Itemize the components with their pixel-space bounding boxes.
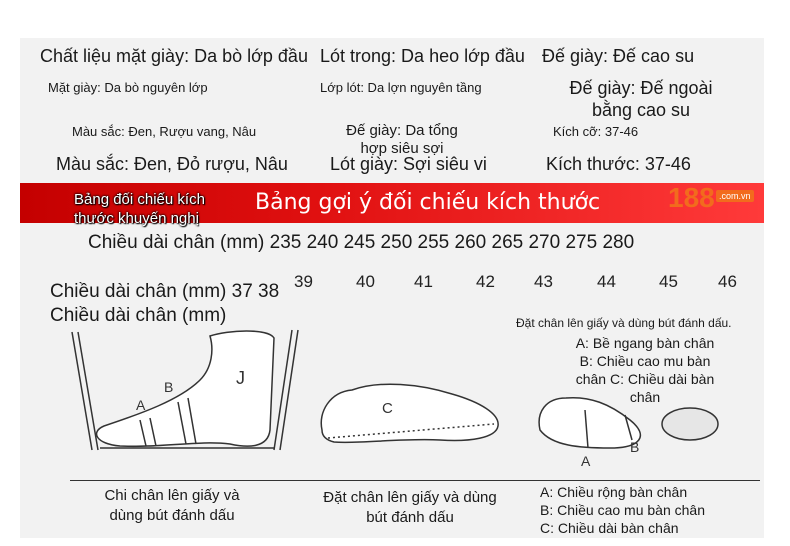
spec-lining: Lót trong: Da heo lớp đầu [320,46,525,66]
size-44: 44 [597,272,616,291]
spec-colors-alt: Màu sắc: Đen, Rượu vang, Nâu [72,124,257,139]
brand-logo [668,184,778,214]
logo-domain: .com.vn [716,190,754,202]
measurement-legend-block: A: Bề ngang bàn chân B: Chiều cao mu bàn chân C: Chiều dài bàn chân [575,335,715,405]
banner-overlay-caption: Bảng đối chiếu kích thước khuyến nghị [74,191,205,227]
spec-lining-fiber: Lót giày: Sợi siêu vi [330,154,487,174]
logo-number: 188 [668,182,715,213]
spec-sole: Đế giày: Đế cao su [542,46,695,66]
banner-title: Bảng gợi ý đối chiếu kích thước [255,190,601,215]
foot-length-row: Chiều dài chân (mm) 235 240 245 250 255 260 265 270 275 280 [88,232,635,253]
spec-sole-alt: Đế giày: Đế ngoài bằng cao su [569,78,713,120]
size-42: 42 [476,272,495,291]
label-c-top: C [382,400,393,417]
size-43: 43 [534,272,553,291]
label-a-measure: A [581,453,591,469]
spec-size-alt: Kích cỡ: 37-46 [553,124,639,139]
caption-left: Chi chân lên giấy và dùng bút đánh dấu [104,487,240,524]
measure-foot-diagram [539,398,718,448]
size-39: 39 [294,272,313,291]
spec-sole-material: Đế giày: Da tổng hợp siêu sợi [346,122,458,157]
caption-middle: Đặt chân lên giấy và dùng bút đánh dấu [323,489,497,526]
size-41: 41 [414,272,433,291]
label-b-measure: B [630,439,640,455]
foot-measurement-illustration [0,300,790,470]
spec-lining-alt: Lớp lót: Da lợn nguyên tầng [320,80,482,95]
divider-line [70,480,760,481]
size-40: 40 [356,272,375,291]
spec-upper-alt: Mặt giày: Da bò nguyên lớp [48,80,208,95]
legend-c: C: Chiều dài bàn chân [540,520,679,536]
label-j-side: J [236,368,245,388]
spec-upper-material: Chất liệu mặt giày: Da bò lớp đầu [40,46,308,66]
label-b-side: B [164,379,174,395]
instruction-top: Đặt chân lên giấy và dùng bút đánh dấu. [516,316,732,330]
side-foot-diagram [72,330,298,450]
foot-length-caption: Chiều dài chân (mm) 37 38 Chiều dài chân (mm) [50,281,280,326]
label-a-side: A [136,397,146,413]
size-45: 45 [659,272,678,291]
top-foot-diagram [321,384,498,442]
spec-size: Kích thước: 37-46 [546,154,691,174]
spec-colors: Màu sắc: Đen, Đỏ rượu, Nâu [56,154,288,174]
size-46: 46 [718,272,737,291]
legend-a: A: Chiều rộng bàn chân [540,484,688,500]
legend-b: B: Chiều cao mu bàn chân [540,502,705,518]
